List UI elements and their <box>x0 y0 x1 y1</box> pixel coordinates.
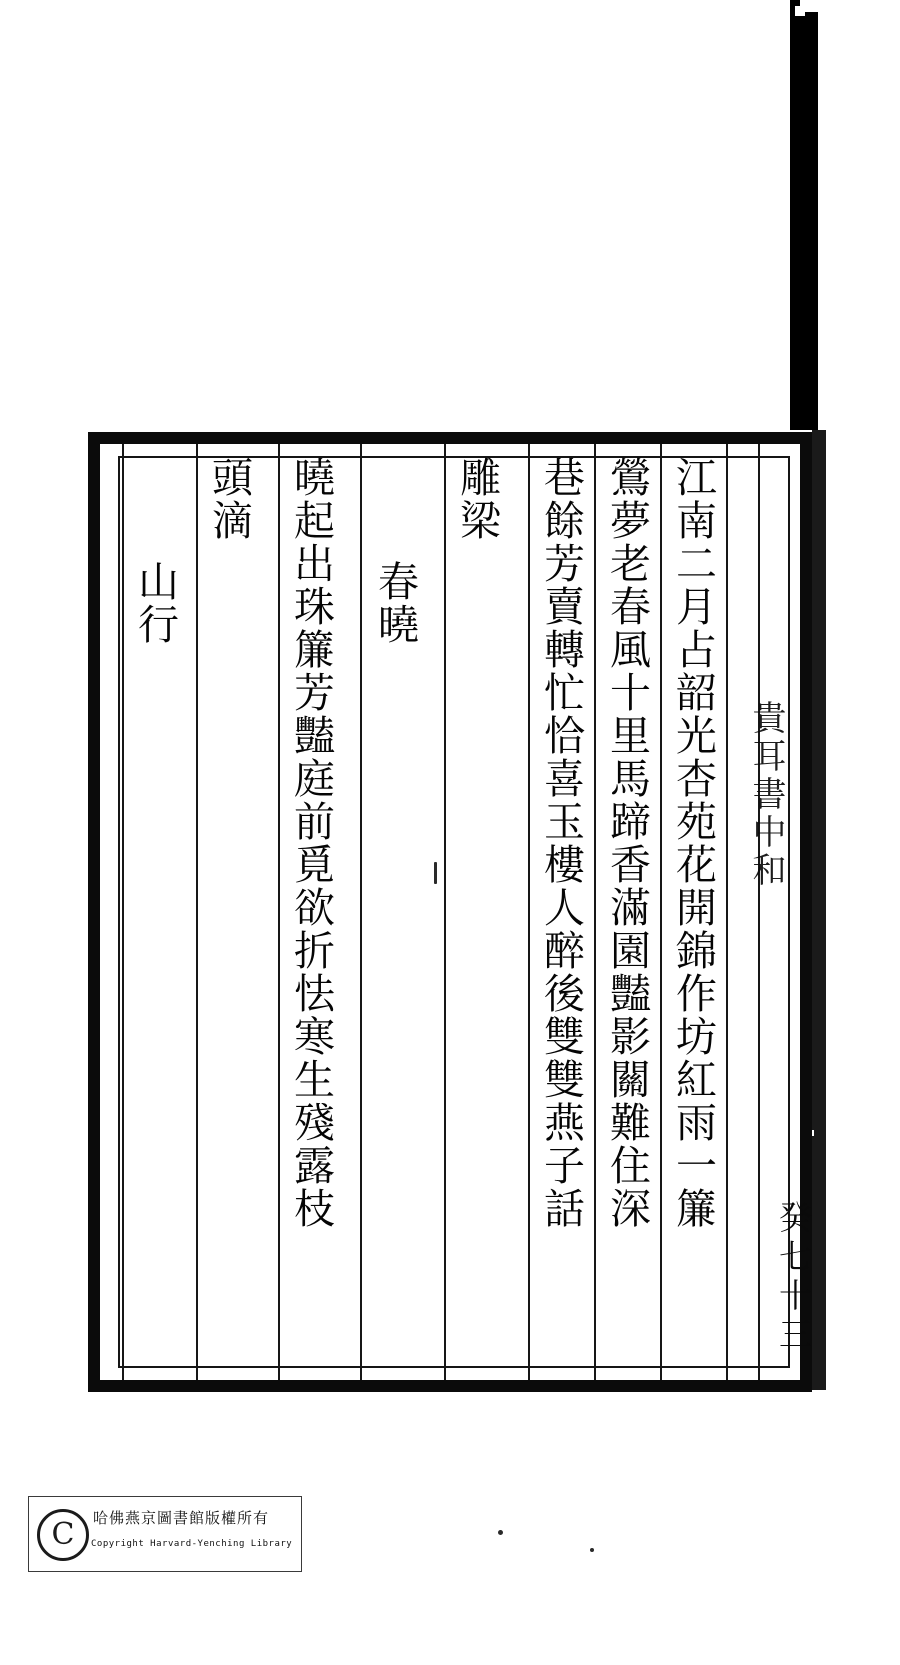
column-rule <box>726 444 728 1380</box>
column-rule <box>660 444 662 1380</box>
text-column-4: 雕梁 <box>453 456 501 542</box>
column-rule <box>444 444 446 1380</box>
scan-edge-right-band <box>800 0 900 12</box>
scan-speck <box>590 1548 594 1552</box>
running-title: 貴耳書中和 <box>746 700 786 890</box>
column-rule <box>278 444 280 1380</box>
text-column-1: 江南二月占韶光杏苑花開錦作坊紅雨一簾 <box>669 456 717 1230</box>
column-rule <box>594 444 596 1380</box>
poem-title-mountain-walk: 山行 <box>131 560 179 646</box>
copyright-icon: C <box>37 1509 89 1561</box>
library-copyright-stamp <box>28 1496 302 1572</box>
stamp-text-cjk: 哈佛燕京圖書館版權所有 <box>93 1509 270 1527</box>
text-column-6: 曉起出珠簾芳豔庭前覓欲折怯寒生殘露枝 <box>287 456 335 1230</box>
text-column-3: 巷餘芳賣轉忙恰喜玉樓人醉後雙雙燕子話 <box>537 456 585 1230</box>
scan-speck <box>498 1530 503 1535</box>
scan-edge-top-right <box>790 0 818 430</box>
column-rule <box>758 444 760 1380</box>
stamp-text-en: Copyright Harvard-Yenching Library <box>91 1539 293 1549</box>
scan-speck <box>434 862 437 884</box>
column-rule <box>360 444 362 1380</box>
page-number: 癸七十三 <box>774 1200 813 1356</box>
column-rule <box>528 444 530 1380</box>
scan-edge-right-lower <box>800 1390 900 1420</box>
column-rule <box>196 444 198 1380</box>
column-rule <box>122 444 124 1380</box>
scan-edge-speck <box>795 6 805 16</box>
poem-title-spring-dawn: 春曉 <box>371 560 419 646</box>
text-column-2: 鶯夢老春風十里馬蹄香滿園豔影關難住深 <box>603 456 651 1230</box>
text-column-7: 頭滴 <box>205 456 253 542</box>
